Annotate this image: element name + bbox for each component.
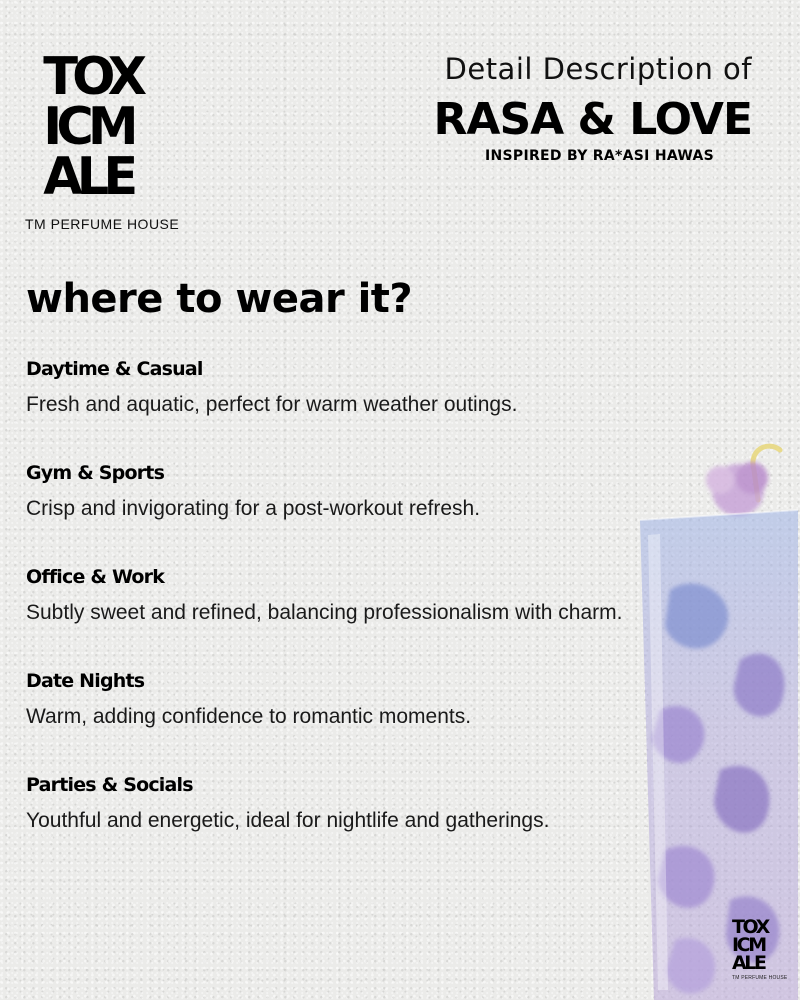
occasion-heading: Office & Work (26, 566, 165, 588)
small-logo-line-3: ALE (732, 952, 765, 974)
small-logo-subtitle: TM PERFUME HOUSE (732, 975, 788, 981)
inspired-by: INSPIRED BY RA*ASI HAWAS (484, 148, 714, 164)
brand-logo (22, 47, 192, 232)
occasion-description: Youthful and energetic, ideal for nightlife and gatherings. (26, 809, 550, 832)
flower-garnish (706, 462, 768, 516)
logo-line-3: ALE (43, 147, 133, 207)
occasion-heading: Daytime & Casual (26, 358, 203, 380)
occasion-description: Fresh and aquatic, perfect for warm weather outings. (26, 393, 518, 416)
occasion-description: Warm, adding confidence to romantic moments. (26, 705, 472, 728)
logo-subtitle: TM PERFUME HOUSE (25, 216, 180, 232)
product-title: RASA & LOVE (433, 94, 752, 145)
occasion-description: Subtly sweet and refined, balancing professionalism with charm. (26, 601, 623, 624)
header (332, 52, 752, 164)
header-kicker: Detail Description of (444, 52, 752, 86)
logo-wordmark (42, 47, 166, 207)
small-logo-line-2: ICM (732, 934, 765, 956)
occasion-heading: Parties & Socials (26, 774, 193, 796)
occasion-description: Crisp and invigorating for a post-workout refresh. (26, 497, 481, 520)
occasion-heading: Date Nights (26, 670, 145, 692)
drink-glass-illustration (630, 440, 800, 1000)
brand-logo-small (732, 918, 792, 981)
small-logo-line-1: TOX (732, 916, 768, 938)
section-title: where to wear it? (26, 276, 413, 322)
logo-line-2: ICM (43, 97, 133, 157)
occasion-heading: Gym & Sports (26, 462, 165, 484)
logo-line-1: TOX (43, 47, 142, 107)
